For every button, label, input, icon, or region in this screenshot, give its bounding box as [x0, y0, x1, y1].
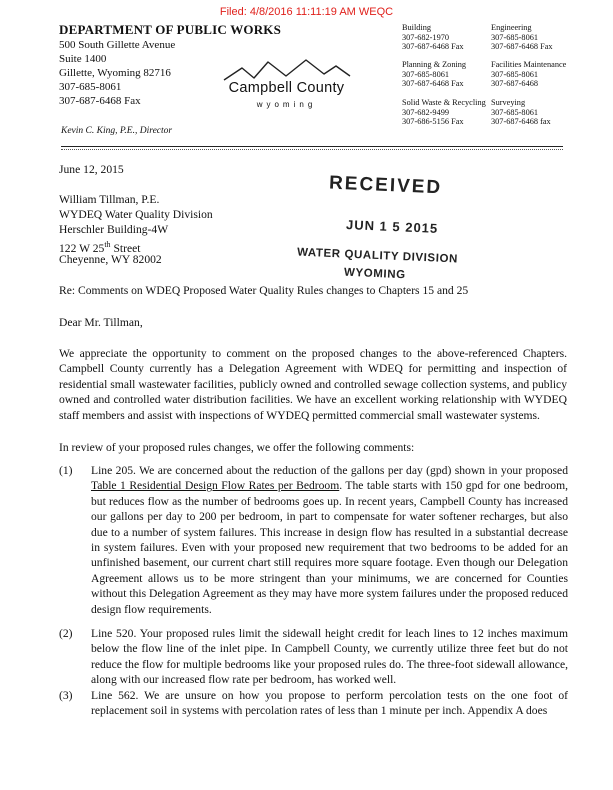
intro-paragraph: We appreciate the opportunity to comment on the proposed changes to the above-referenced Chapters. Campbell County currently has a Delegation Agreement with WDEQ for permitting and inspection of residential small wastewater facilities, publicly owned and controlled sewage collection systems, and publicy owned and controlled water distribution facilities. We have an excellent working relationship with WYDEQ staff members and assist with inspections of WYDEQ permitted commercial small wastewater systems.: [59, 347, 567, 422]
received-stamp-division: WATER QUALITY DIVISION: [296, 246, 459, 266]
item-number: (1): [59, 464, 73, 477]
directory-surveying: Surveying 307-685-8061 307-687-6468 fax: [491, 98, 551, 126]
directory-building: Building 307-682-1970 307-687-6468 Fax: [402, 23, 464, 51]
recipient-building: Herschler Building-4W: [59, 223, 169, 236]
filed-stamp: Filed: 4/8/2016 11:11:19 AM WEQC: [219, 6, 394, 18]
comments-lead: In review of your proposed rules changes, we offer the following comments:: [59, 441, 415, 454]
received-stamp-date: JUN 1 5 2015: [345, 216, 439, 237]
address-line: Gillette, Wyoming 82716: [59, 67, 171, 79]
item-text: Line 520. Your proposed rules limit the sidewall height credit for leach lines to 12 inches maximum below the flow line of the inlet pipe. In Campbell County, we currently utilize three feet but do not reduce the flow for multiple bedrooms like your proposed rules do. The three-foot sidewall allowance, along with our increased flow rate per bedroom, has worked well.: [91, 627, 568, 687]
letterhead-divider-dotted: [61, 149, 563, 150]
address-line: 500 South Gillette Avenue: [59, 39, 176, 51]
logo-name: Campbell County: [228, 80, 345, 96]
salutation: Dear Mr. Tillman,: [59, 316, 143, 329]
address-fax: 307-687-6468 Fax: [59, 95, 141, 107]
letterhead-divider: [61, 146, 563, 147]
address-phone: 307-685-8061: [59, 81, 122, 93]
recipient-street: 122 W 25th Street: [59, 240, 141, 255]
logo-state: wyoming: [256, 100, 317, 109]
director-name: Kevin C. King, P.E., Director: [61, 126, 173, 136]
item-text: Line 562. We are unsure on how you propose to perform percolation tests on the one foot of replacement soil in systems with percolation rates of less than 1 minute per inch. Appendix A does: [91, 689, 568, 718]
letter-date: June 12, 2015: [59, 163, 124, 176]
table-reference: Table 1 Residential Design Flow Rates per Bedroom: [91, 479, 340, 493]
directory-engineering: Engineering 307-685-8061 307-687-6468 Fax: [491, 23, 553, 51]
item-text: Line 205. We are concerned about the reduction of the gallons per day (gpd) shown in your proposed Table 1 Residential Design Flow Rates per Bedroom. The table starts with 150 gpd for one bedroom, but reduces flow as the number of bedrooms goes up. In recent years, Campbell County has increased our gallons per day to 200 per bedroom, in part to compensate for water softener recharges, but also due to a number of system failures. This increase in design flow has resulted in a substantial decrease in system failures. Even with your proposed new requirement that two bedrooms to be added for an unfinished basement, our current chart still requires more square footage. Even though our Delegation Agreement allows us to be more stringent than your minimums, we are concerned for Counties without this Delegation Agreement as they may have more system failures under the proposed reduced design flow requirements.: [91, 464, 568, 616]
directory-facilities: Facilities Maintenance 307-685-8061 307-687-6468: [491, 60, 567, 88]
department-title: DEPARTMENT OF PUBLIC WORKS: [59, 22, 282, 37]
recipient-org: WYDEQ Water Quality Division: [59, 208, 213, 221]
received-stamp-state: WYOMING: [343, 266, 406, 282]
subject-line: Re: Comments on WDEQ Proposed Water Quality Rules changes to Chapters 15 and 25: [59, 284, 469, 297]
address-line: Suite 1400: [59, 53, 107, 65]
recipient-name: William Tillman, P.E.: [59, 193, 160, 206]
item-number: (2): [59, 627, 73, 640]
received-stamp-title: RECEIVED: [328, 172, 443, 199]
directory-planning-zoning: Planning & Zoning 307-685-8061 307-687-6468 Fax: [402, 60, 467, 88]
item-number: (3): [59, 689, 73, 702]
recipient-city: Cheyenne, WY 82002: [59, 253, 162, 266]
directory-solid-waste: Solid Waste & Recycling 307-682-9499 307-686-5156 Fax: [402, 98, 486, 126]
